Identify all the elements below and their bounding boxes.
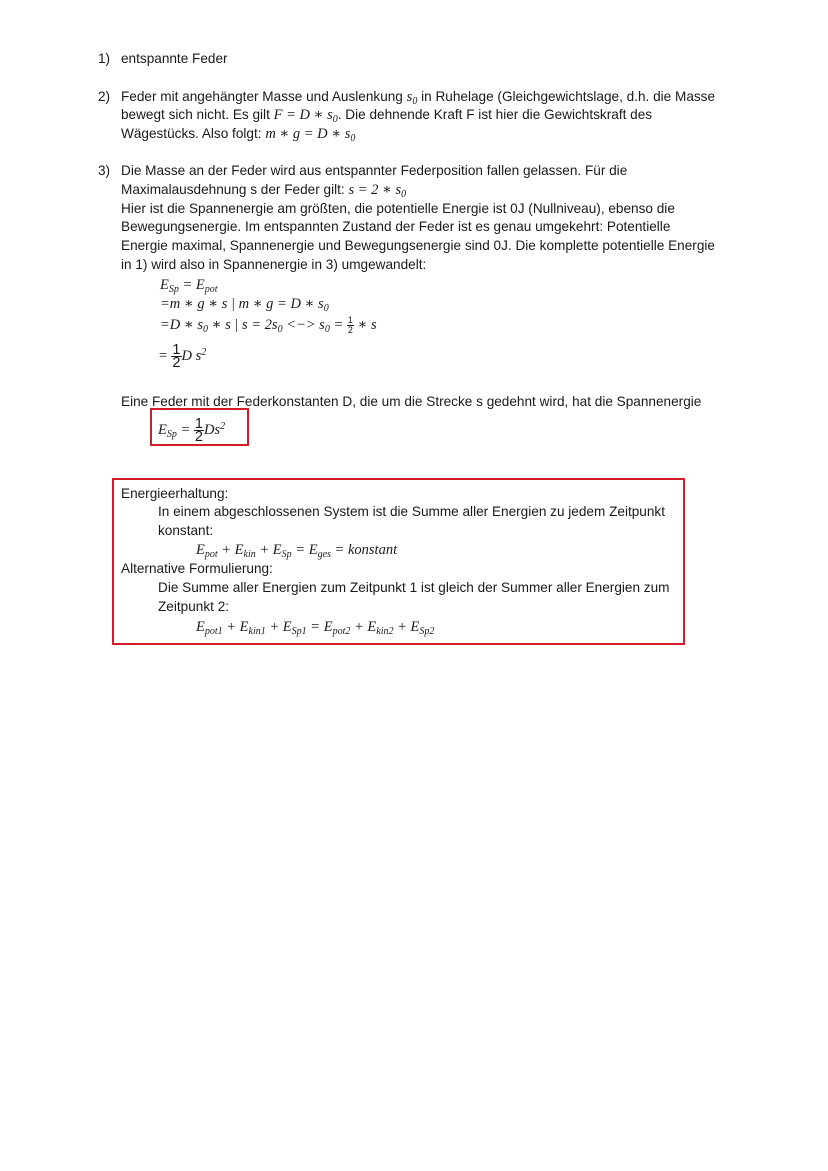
item-3-line-2: Maximalausdehnung s der Feder gilt: s = 2 ∗ $s_0$: [121, 182, 407, 200]
item-number-1: 1): [98, 51, 111, 66]
item-2-line-1: Feder mit angehängter Masse und Auslenkung $s_0$ in Ruhelage (Gleichgewichtslage, d.h. die Masse: [121, 89, 716, 107]
alternative-formulation-formula: $E_{pot1} + E_{kin1} + E_{Sp1} = E_{pot2} + E_{kin2} + E_{Sp2}$: [196, 619, 435, 637]
energy-conservation-text-2: konstant:: [158, 523, 214, 538]
energy-conservation-formula: $E_{pot} + E_{kin} + E_{Sp} = E_{ges}$ = konstant: [196, 542, 398, 560]
derivation-step-3: =D ∗ $s_0$ ∗ s | $s = 2s_0$ <−> $s_0$ = $\frac{1}{2}$ ∗ s: [160, 315, 377, 336]
item-number-3: 3): [98, 163, 111, 178]
derivation-step-1: $E_{Sp} = E_{pot}$: [160, 277, 218, 295]
alternative-formulation-text-1: Die Summe aller Energien zum Zeitpunkt 1 ist gleich der Summer aller Energien zum: [158, 580, 670, 595]
item-2-line-3: Wägestücks. Also folgt: m ∗ g = D ∗ $s_0$: [121, 126, 356, 144]
item-3-line-5: Energie maximal, Spannenergie und Bewegungsenergie sind 0J. Die komplette potentielle Energie: [121, 238, 715, 253]
energy-conservation-title: Energieerhaltung:: [121, 486, 229, 501]
alternative-formulation-title: Alternative Formulierung:: [121, 561, 273, 576]
spring-energy-statement: Eine Feder mit der Federkonstanten D, die um die Strecke s gedehnt wird, hat die Spannenergie: [121, 394, 702, 409]
item-1-text: entspannte Feder: [121, 51, 228, 66]
item-3-line-6: in 1) wird also in Spannenergie in 3) umgewandelt:: [121, 257, 427, 272]
item-2-line-2: bewegt sich nicht. Es gilt F = D ∗ $s_0$. Die dehnende Kraft F ist hier die Gewichtskraft des: [121, 107, 653, 125]
item-number-2: 2): [98, 89, 111, 104]
derivation-step-4: = $\frac{1}{2}$ D $s^2$: [158, 342, 207, 372]
spring-energy-formula: $E_{Sp}$ = $\frac{1}{2}$ Ds$^2$: [158, 416, 226, 446]
item-3-line-4: Bewegungsenergie. Im entspannten Zustand der Feder ist es genau umgekehrt: Potentielle: [121, 219, 671, 234]
item-3-line-1: Die Masse an der Feder wird aus entspannter Federposition fallen gelassen. Für die: [121, 163, 628, 178]
item-3-line-3: Hier ist die Spannenergie am größten, die potentielle Energie ist 0J (Nullniveau), ebenso die: [121, 201, 675, 216]
energy-conservation-text-1: In einem abgeschlossenen System ist die Summe aller Energien zu jedem Zeitpunkt: [158, 504, 666, 519]
derivation-step-2: =m ∗ g ∗ s | m ∗ g = D ∗ $s_0$: [160, 296, 329, 314]
alternative-formulation-text-2: Zeitpunkt 2:: [158, 599, 230, 614]
